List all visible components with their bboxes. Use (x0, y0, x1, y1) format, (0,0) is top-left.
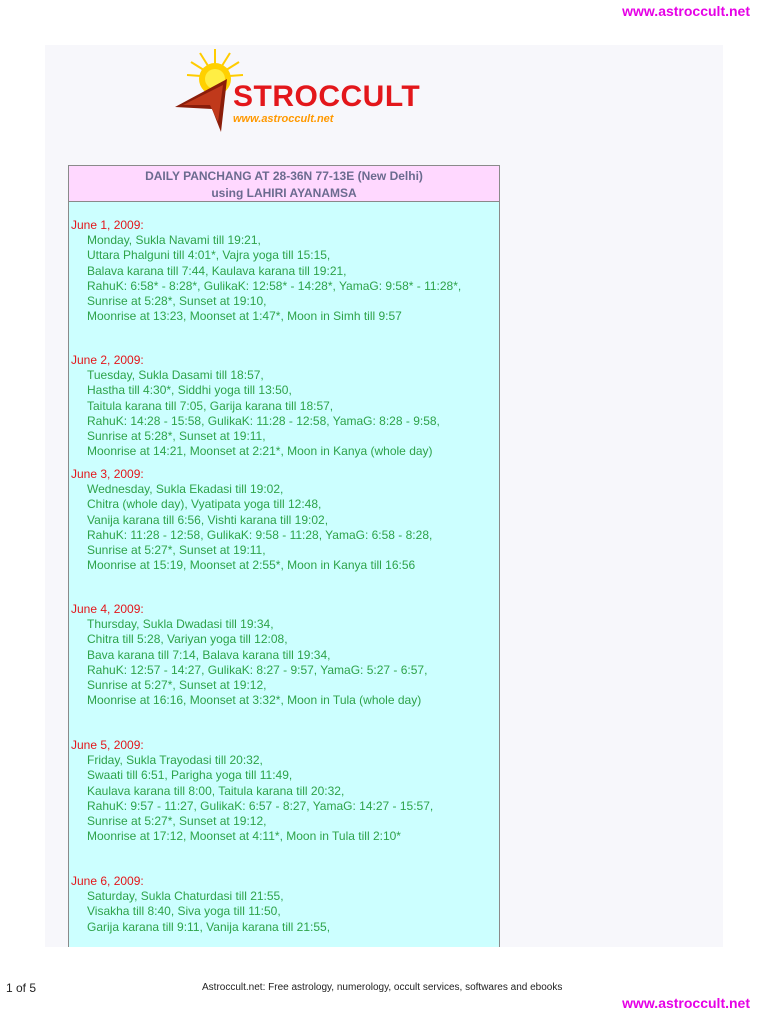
entry-line: Kaulava karana till 8:00, Taitula karana till 20:32, (87, 783, 345, 798)
page-counter: 1 of 5 (6, 981, 37, 995)
day-entry (71, 738, 433, 844)
entry-line: Sunrise at 5:27*, Sunset at 19:12, (87, 678, 267, 693)
entry-line: Thursday, Sukla Dwadasi till 19:34, (87, 617, 274, 632)
logo-wordmark: STROCCULT (233, 80, 421, 113)
entry-line: Saturday, Sukla Chaturdasi till 21:55, (87, 889, 284, 904)
entry-line: RahuK: 12:57 - 14:27, GulikaK: 8:27 - 9:57, YamaG: 5:27 - 6:57, (87, 662, 428, 677)
entry-line: Moonrise at 14:21, Moonset at 2:21*, Moon in Kanya (whole day) (87, 444, 433, 459)
entry-line: Friday, Sukla Trayodasi till 20:32, (87, 753, 263, 768)
site-url-top[interactable]: www.astroccult.net (622, 3, 750, 19)
entry-line: Monday, Sukla Navami till 19:21, (87, 233, 261, 248)
entry-line: Sunrise at 5:27*, Sunset at 19:12, (87, 814, 267, 829)
entry-line: Sunrise at 5:28*, Sunset at 19:11, (87, 429, 266, 444)
entry-line: Bava karana till 7:14, Balava karana till 19:34, (87, 647, 331, 662)
panchang-table (68, 165, 500, 947)
entry-line: Moonrise at 16:16, Moonset at 3:32*, Moon in Tula (whole day) (87, 693, 422, 708)
entry-line: RahuK: 9:57 - 11:27, GulikaK: 6:57 - 8:27, YamaG: 14:27 - 15:57, (87, 798, 434, 813)
site-url-bottom[interactable]: www.astroccult.net (622, 995, 750, 1011)
entry-line: Moonrise at 15:19, Moonset at 2:55*, Moon in Kanya till 16:56 (87, 558, 416, 573)
entry-line: Moonrise at 13:23, Moonset at 1:47*, Moon in Simh till 9:57 (87, 309, 402, 324)
day-entry (71, 602, 427, 708)
entry-line: RahuK: 14:28 - 15:58, GulikaK: 11:28 - 12:58, YamaG: 8:28 - 9:58, (87, 413, 440, 428)
entry-line: RahuK: 11:28 - 12:58, GulikaK: 9:58 - 11:28, YamaG: 6:58 - 8:28, (87, 527, 433, 542)
entry-line: Vanija karana till 6:56, Vishti karana till 19:02, (87, 512, 329, 527)
entry-date: June 2, 2009: (71, 353, 144, 367)
day-entry (71, 218, 461, 324)
day-entry (71, 353, 440, 459)
entry-line: Balava karana till 7:44, Kaulava karana till 19:21, (87, 263, 347, 278)
panchang-subtitle: using LAHIRI AYANAMSA (211, 186, 357, 200)
day-entry (71, 874, 330, 935)
entry-line: Tuesday, Sukla Dasami till 18:57, (87, 368, 264, 383)
entry-date: June 6, 2009: (71, 874, 144, 888)
entry-line: Swaati till 6:51, Parigha yoga till 11:49, (87, 768, 293, 783)
panchang-header (69, 166, 499, 202)
panchang-title: DAILY PANCHANG AT 28-36N 77-13E (New Delhi) (145, 169, 423, 183)
entry-line: Moonrise at 17:12, Moonset at 4:11*, Moon in Tula till 2:10* (87, 829, 401, 844)
footer-tagline: Astroccult.net: Free astrology, numerology, occult services, softwares and ebooks (202, 982, 563, 993)
entry-date: June 3, 2009: (71, 467, 144, 481)
entry-line: Chitra till 5:28, Variyan yoga till 12:08, (87, 632, 288, 647)
entry-line: Chitra (whole day), Vyatipata yoga till 12:48, (87, 497, 322, 512)
entry-line: Sunrise at 5:27*, Sunset at 19:11, (87, 543, 266, 558)
entry-line: Wednesday, Sukla Ekadasi till 19:02, (87, 482, 284, 497)
entry-line: Uttara Phalguni till 4:01*, Vajra yoga till 15:15, (87, 248, 331, 263)
entry-line: Taitula karana till 7:05, Garija karana till 18:57, (87, 398, 334, 413)
entry-date: June 5, 2009: (71, 738, 144, 752)
entry-line: Garija karana till 9:11, Vanija karana till 21:55, (87, 919, 331, 934)
content-frame (45, 45, 723, 947)
entry-line: Sunrise at 5:28*, Sunset at 19:10, (87, 294, 267, 309)
logo-url: www.astroccult.net (233, 113, 334, 125)
day-entry (71, 467, 432, 573)
astroccult-logo (175, 47, 421, 142)
entry-line: Visakha till 8:40, Siva yoga till 11:50, (87, 904, 281, 919)
entry-line: RahuK: 6:58* - 8:28*, GulikaK: 12:58* - 14:28*, YamaG: 9:58* - 11:28*, (87, 278, 462, 293)
entry-line: Hastha till 4:30*, Siddhi yoga till 13:50, (87, 383, 292, 398)
entry-date: June 4, 2009: (71, 602, 144, 616)
entry-date: June 1, 2009: (71, 218, 144, 232)
